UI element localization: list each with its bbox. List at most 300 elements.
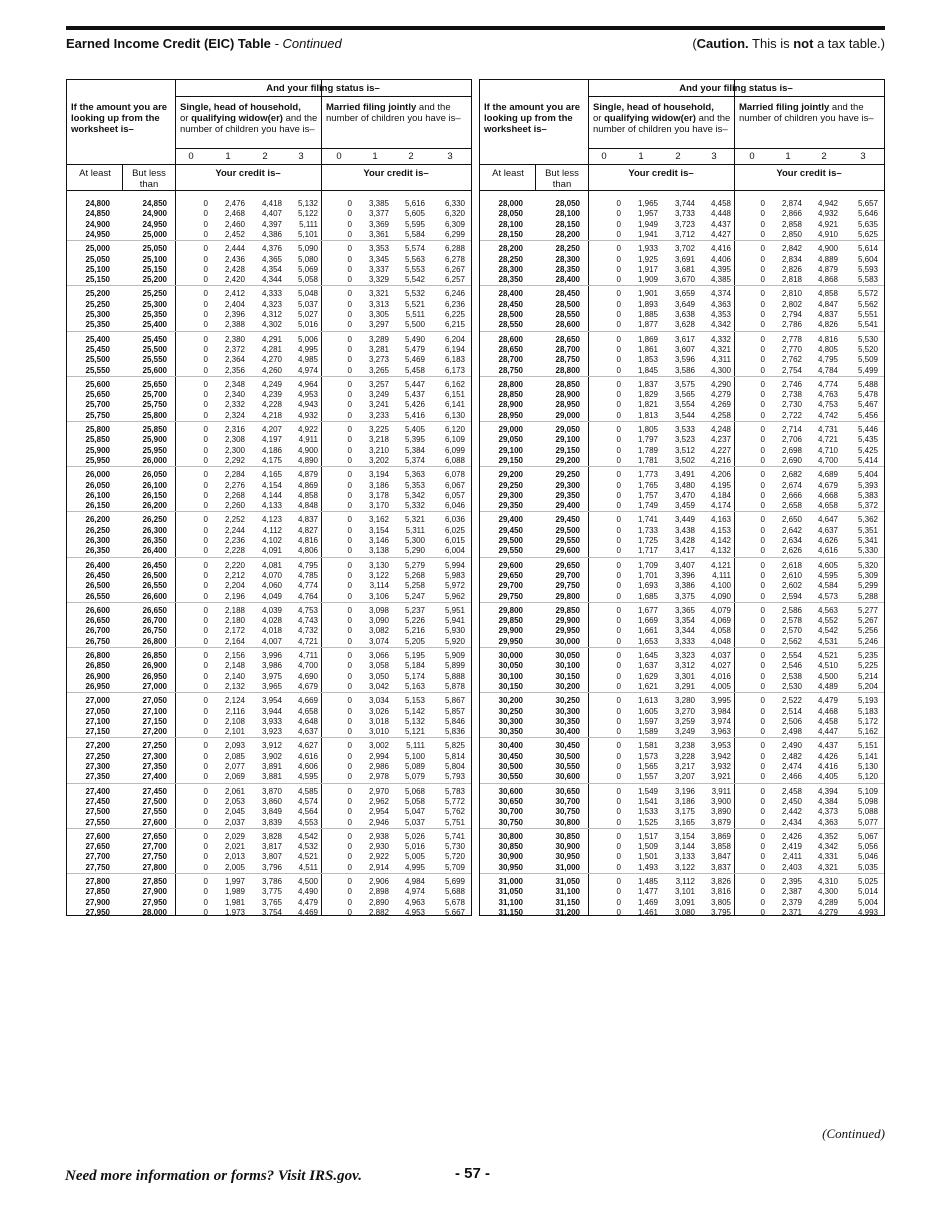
income-range-value: 30,200 xyxy=(498,696,523,706)
credit-amount: 4,910 xyxy=(817,229,838,239)
credit-amount: 5,184 xyxy=(404,661,425,671)
credit-amount: 0 xyxy=(347,741,352,751)
income-range-value: 26,300 xyxy=(85,536,110,545)
credit-amount: 2,379 xyxy=(781,897,802,907)
credit-amount: 5,574 xyxy=(404,244,425,254)
credit-amount: 4,942 xyxy=(817,199,838,208)
credit-amount: 5,048 xyxy=(297,289,318,299)
credit-amount: 2,770 xyxy=(781,344,802,354)
income-range-value: 27,100 xyxy=(142,706,167,716)
credit-amount: 4,186 xyxy=(261,445,282,455)
credit-amount: 5,783 xyxy=(444,786,465,796)
credit-amount: 2,994 xyxy=(368,751,389,761)
credit-amount: 0 xyxy=(347,455,352,465)
income-range-value: 31,000 xyxy=(498,877,523,886)
credit-amount: 4,669 xyxy=(297,696,318,706)
credit-amount: 3,010 xyxy=(368,727,389,737)
row-group-divider xyxy=(480,692,884,693)
credit-amount: 5,951 xyxy=(444,605,465,615)
credit-amount: 0 xyxy=(203,817,208,827)
credit-amount: 4,711 xyxy=(298,651,318,660)
credit-amount: 0 xyxy=(760,807,765,817)
credit-amount: 4,163 xyxy=(710,515,731,525)
credit-amount: 0 xyxy=(760,546,765,556)
credit-amount: 2,395 xyxy=(781,877,802,886)
credit-amount: 5,857 xyxy=(444,706,465,716)
credit-amount: 6,204 xyxy=(444,334,465,344)
credit-amount: 4,500 xyxy=(297,877,318,886)
single-heading xyxy=(593,102,733,135)
credit-amount: 5,405 xyxy=(404,425,425,434)
income-range-value: 29,650 xyxy=(555,560,580,570)
income-range-value: 29,450 xyxy=(555,515,580,525)
credit-amount: 5,162 xyxy=(857,727,878,737)
credit-amount: 5,899 xyxy=(444,661,465,671)
your-credit-heading: Your credit is– xyxy=(628,168,694,179)
credit-amount: 3,428 xyxy=(674,536,695,545)
credit-amount: 3,361 xyxy=(368,229,389,239)
credit-amount: 1,973 xyxy=(224,907,245,917)
credit-amount: 2,450 xyxy=(781,796,802,806)
credit-amount: 5,027 xyxy=(297,310,318,319)
credit-amount: 3,034 xyxy=(368,696,389,706)
credit-amount: 5,846 xyxy=(444,716,465,726)
credit-amount: 1,605 xyxy=(637,706,658,716)
credit-amount: 3,438 xyxy=(674,525,695,535)
credit-amount: 0 xyxy=(616,560,621,570)
credit-amount: 1,757 xyxy=(637,490,658,500)
credit-amount: 1,541 xyxy=(637,796,658,806)
credit-amount: 3,165 xyxy=(674,817,695,827)
credit-amount: 5,214 xyxy=(857,671,878,681)
credit-amount: 4,700 xyxy=(297,661,318,671)
credit-amount: 1,733 xyxy=(637,525,658,535)
income-range-value: 28,850 xyxy=(498,390,523,400)
credit-amount: 5,730 xyxy=(444,842,465,852)
credit-amount: 2,490 xyxy=(781,741,802,751)
credit-amount: 4,207 xyxy=(261,425,282,434)
credit-amount: 4,521 xyxy=(297,852,318,862)
credit-amount: 5,414 xyxy=(857,455,878,465)
credit-amount: 0 xyxy=(760,605,765,615)
credit-amount: 3,890 xyxy=(710,807,731,817)
credit-amount: 2,762 xyxy=(781,355,802,365)
credit-amount: 6,046 xyxy=(444,501,465,511)
credit-amount: 0 xyxy=(347,501,352,511)
credit-amount: 3,312 xyxy=(674,661,695,671)
credit-amount: 3,953 xyxy=(710,741,731,751)
credit-amount: 4,648 xyxy=(297,716,318,726)
credit-amount: 5,583 xyxy=(857,275,878,285)
credit-amount: 0 xyxy=(347,435,352,445)
credit-amount: 4,407 xyxy=(261,209,282,219)
income-range-value: 25,650 xyxy=(85,390,110,400)
credit-amount: 5,604 xyxy=(857,254,878,264)
income-range-value: 30,400 xyxy=(498,741,523,751)
income-range-value: 30,950 xyxy=(498,862,523,872)
credit-amount: 0 xyxy=(203,455,208,465)
credit-amount: 0 xyxy=(616,229,621,239)
credit-amount: 5,605 xyxy=(404,209,425,219)
credit-amount: 0 xyxy=(203,581,208,591)
credit-amount: 1,725 xyxy=(637,536,658,545)
credit-amount: 3,144 xyxy=(674,842,695,852)
credit-amount: 0 xyxy=(203,445,208,455)
credit-amount: 5,678 xyxy=(444,897,465,907)
credit-amount: 0 xyxy=(203,209,208,219)
credit-amount: 5,500 xyxy=(404,320,425,330)
credit-amount: 4,922 xyxy=(297,425,318,434)
income-range-value: 29,250 xyxy=(498,480,523,490)
credit-amount: 3,154 xyxy=(674,831,695,841)
credit-amount: 0 xyxy=(203,244,208,254)
credit-amount: 2,252 xyxy=(224,515,245,525)
income-range-value: 25,250 xyxy=(85,299,110,309)
credit-amount: 6,320 xyxy=(444,209,465,219)
credit-amount: 0 xyxy=(203,616,208,626)
credit-amount: 0 xyxy=(347,229,352,239)
credit-amount: 2,005 xyxy=(224,862,245,872)
credit-amount: 2,460 xyxy=(224,219,245,229)
credit-amount: 3,986 xyxy=(261,661,282,671)
credit-amount: 4,574 xyxy=(297,796,318,806)
credit-amount: 5,814 xyxy=(444,751,465,761)
income-range-value: 26,500 xyxy=(85,581,110,591)
income-range-value: 26,750 xyxy=(85,636,110,646)
caution-note: (Caution. This is not a tax table.) xyxy=(692,36,885,51)
credit-amount: 2,061 xyxy=(224,786,245,796)
credit-amount: 0 xyxy=(203,264,208,274)
your-credit-heading: Your credit is– xyxy=(363,168,429,179)
credit-amount: 4,900 xyxy=(297,445,318,455)
credit-amount: 0 xyxy=(203,334,208,344)
credit-amount: 3,965 xyxy=(261,681,282,691)
income-range-value: 30,550 xyxy=(555,762,580,771)
credit-amount: 0 xyxy=(760,515,765,525)
credit-amount: 5,004 xyxy=(857,897,878,907)
credit-amount: 1,877 xyxy=(637,320,658,330)
credit-amount: 3,912 xyxy=(261,741,282,751)
income-range-value: 25,900 xyxy=(85,445,110,455)
credit-amount: 5,279 xyxy=(404,560,425,570)
credit-amount: 0 xyxy=(616,716,621,726)
credit-amount: 5,235 xyxy=(857,651,878,660)
credit-amount: 5,005 xyxy=(404,852,425,862)
income-range-value: 27,950 xyxy=(142,897,167,907)
credit-amount: 2,866 xyxy=(781,209,802,219)
credit-amount: 0 xyxy=(616,199,621,208)
credit-amount: 4,606 xyxy=(297,762,318,771)
credit-amount: 4,689 xyxy=(817,470,838,480)
income-range-value: 26,050 xyxy=(142,470,167,480)
income-range-value: 30,000 xyxy=(498,651,523,660)
credit-amount: 4,228 xyxy=(261,400,282,410)
credit-amount: 0 xyxy=(616,887,621,897)
credit-amount: 2,530 xyxy=(781,681,802,691)
credit-amount: 4,647 xyxy=(817,515,838,525)
credit-amount: 0 xyxy=(203,651,208,660)
income-range-value: 28,250 xyxy=(498,254,523,264)
credit-amount: 0 xyxy=(616,751,621,761)
credit-amount: 0 xyxy=(347,410,352,420)
credit-amount: 0 xyxy=(760,390,765,400)
credit-amount: 2,954 xyxy=(368,807,389,817)
income-range-value: 25,850 xyxy=(142,425,167,434)
income-range-value: 31,100 xyxy=(498,897,523,907)
credit-amount: 3,879 xyxy=(710,817,731,827)
credit-amount: 4,384 xyxy=(817,796,838,806)
credit-amount: 2,029 xyxy=(224,831,245,841)
but-less-than-heading: But less than xyxy=(132,168,166,190)
credit-amount: 1,581 xyxy=(637,741,658,751)
credit-amount: 6,120 xyxy=(444,425,465,434)
credit-amount: 4,437 xyxy=(710,219,731,229)
credit-amount: 5,163 xyxy=(404,681,425,691)
credit-amount: 4,732 xyxy=(297,626,318,636)
credit-amount: 2,428 xyxy=(224,264,245,274)
credit-amount: 3,345 xyxy=(368,254,389,264)
credit-amount: 4,668 xyxy=(817,490,838,500)
credit-amount: 4,081 xyxy=(261,560,282,570)
credit-amount: 4,376 xyxy=(261,244,282,254)
credit-amount: 2,610 xyxy=(781,570,802,580)
credit-amount: 4,353 xyxy=(710,310,731,319)
credit-amount: 3,817 xyxy=(261,842,282,852)
credit-amount: 2,220 xyxy=(224,560,245,570)
income-range-value: 28,450 xyxy=(498,299,523,309)
children-count-label: 3 xyxy=(860,151,866,162)
credit-amount: 5,467 xyxy=(857,400,878,410)
credit-amount: 3,058 xyxy=(368,661,389,671)
credit-amount: 3,900 xyxy=(710,796,731,806)
income-range-value: 28,550 xyxy=(555,310,580,319)
income-range-value: 29,400 xyxy=(498,515,523,525)
credit-amount: 6,109 xyxy=(444,435,465,445)
income-range-value: 29,200 xyxy=(555,455,580,465)
income-range-value: 28,650 xyxy=(498,344,523,354)
income-range-value: 26,250 xyxy=(142,515,167,525)
income-range-value: 25,300 xyxy=(85,310,110,319)
credit-amount: 2,746 xyxy=(781,379,802,389)
credit-amount: 0 xyxy=(347,817,352,827)
credit-amount: 4,721 xyxy=(297,636,318,646)
credit-amount: 0 xyxy=(347,289,352,299)
row-group-divider xyxy=(67,466,471,467)
income-range-value: 28,250 xyxy=(555,244,580,254)
credit-amount: 4,564 xyxy=(297,807,318,817)
credit-amount: 0 xyxy=(203,762,208,771)
credit-amount: 0 xyxy=(760,897,765,907)
children-count-label: 1 xyxy=(638,151,644,162)
credit-amount: 0 xyxy=(616,636,621,646)
credit-amount: 0 xyxy=(760,626,765,636)
income-range-value: 24,900 xyxy=(85,219,110,229)
credit-amount: 2,498 xyxy=(781,727,802,737)
income-range-value: 27,300 xyxy=(142,751,167,761)
credit-amount: 3,396 xyxy=(674,570,695,580)
credit-amount: 4,363 xyxy=(710,299,731,309)
credit-amount: 5,374 xyxy=(404,455,425,465)
credit-amount: 1,909 xyxy=(637,275,658,285)
credit-amount: 4,133 xyxy=(261,501,282,511)
credit-amount: 1,501 xyxy=(637,852,658,862)
credit-amount: 4,227 xyxy=(710,445,731,455)
income-range-value: 30,500 xyxy=(498,762,523,771)
credit-amount: 2,906 xyxy=(368,877,389,886)
credit-amount: 3,329 xyxy=(368,275,389,285)
credit-amount: 5,256 xyxy=(857,626,878,636)
credit-amount: 3,241 xyxy=(368,400,389,410)
credit-amount: 6,288 xyxy=(444,244,465,254)
credit-amount: 2,842 xyxy=(781,244,802,254)
credit-amount: 0 xyxy=(203,897,208,907)
credit-amount: 4,385 xyxy=(710,275,731,285)
credit-amount: 0 xyxy=(616,390,621,400)
credit-amount: 4,049 xyxy=(261,591,282,601)
income-range-value: 26,500 xyxy=(142,570,167,580)
credit-amount: 6,078 xyxy=(444,470,465,480)
credit-amount: 3,323 xyxy=(674,651,695,660)
credit-amount: 4,953 xyxy=(404,907,425,917)
income-range-value: 26,850 xyxy=(85,661,110,671)
income-range-value: 27,450 xyxy=(142,786,167,796)
credit-amount: 5,595 xyxy=(404,219,425,229)
credit-amount: 4,637 xyxy=(297,727,318,737)
credit-amount: 3,596 xyxy=(674,355,695,365)
credit-amount: 3,933 xyxy=(261,716,282,726)
income-range-value: 30,500 xyxy=(555,751,580,761)
single-heading-rest: and the number of children you have is– xyxy=(180,113,318,135)
credit-amount: 0 xyxy=(616,289,621,299)
credit-amount: 3,963 xyxy=(710,727,731,737)
credit-amount: 5,353 xyxy=(404,480,425,490)
income-range-value: 28,350 xyxy=(498,275,523,285)
credit-amount: 4,795 xyxy=(817,355,838,365)
credit-amount: 5,122 xyxy=(297,209,318,219)
credit-amount: 3,995 xyxy=(710,696,731,706)
credit-amount: 5,667 xyxy=(444,907,465,917)
credit-amount: 0 xyxy=(203,229,208,239)
credit-amount: 2,730 xyxy=(781,400,802,410)
credit-amount: 4,195 xyxy=(710,480,731,490)
credit-amount: 5,037 xyxy=(297,299,318,309)
credit-amount: 0 xyxy=(347,661,352,671)
credit-amount: 4,690 xyxy=(297,671,318,681)
income-range-value: 29,700 xyxy=(498,581,523,591)
row-group-divider xyxy=(480,331,884,332)
credit-amount: 1,589 xyxy=(637,727,658,737)
credit-amount: 0 xyxy=(616,480,621,490)
income-range-value: 24,950 xyxy=(85,229,110,239)
credit-amount: 3,375 xyxy=(674,591,695,601)
credit-amount: 5,300 xyxy=(404,536,425,545)
credit-amount: 1,765 xyxy=(637,480,658,490)
credit-amount: 0 xyxy=(760,320,765,330)
income-range-value: 25,900 xyxy=(142,435,167,445)
credit-amount: 0 xyxy=(203,525,208,535)
credit-amount: 4,060 xyxy=(261,581,282,591)
income-range-value: 26,650 xyxy=(85,616,110,626)
credit-amount: 0 xyxy=(203,636,208,646)
credit-amount: 0 xyxy=(760,445,765,455)
credit-amount: 4,974 xyxy=(297,365,318,375)
credit-amount: 5,101 xyxy=(297,229,318,239)
credit-amount: 0 xyxy=(347,762,352,771)
credit-amount: 4,879 xyxy=(297,470,318,480)
credit-amount: 0 xyxy=(347,515,352,525)
credit-amount: 0 xyxy=(616,379,621,389)
credit-amount: 0 xyxy=(203,681,208,691)
income-range-value: 29,350 xyxy=(555,490,580,500)
credit-amount: 5,541 xyxy=(857,320,878,330)
income-range-value: 30,450 xyxy=(498,751,523,761)
credit-amount: 2,403 xyxy=(781,862,802,872)
credit-amount: 2,986 xyxy=(368,762,389,771)
header-divider xyxy=(588,148,884,149)
credit-amount: 2,970 xyxy=(368,786,389,796)
credit-amount: 1,677 xyxy=(637,605,658,615)
credit-amount: 1,653 xyxy=(637,636,658,646)
credit-amount: 5,509 xyxy=(857,355,878,365)
credit-amount: 2,172 xyxy=(224,626,245,636)
credit-amount: 2,300 xyxy=(224,445,245,455)
income-range-value: 29,550 xyxy=(555,536,580,545)
credit-amount: 4,795 xyxy=(297,560,318,570)
credit-amount: 6,141 xyxy=(444,400,465,410)
credit-amount: 5,572 xyxy=(857,289,878,299)
credit-amount: 0 xyxy=(347,536,352,545)
credit-amount: 4,058 xyxy=(710,626,731,636)
income-range-value: 30,800 xyxy=(498,831,523,841)
income-range-value: 26,700 xyxy=(142,616,167,626)
credit-amount: 2,228 xyxy=(224,546,245,556)
credit-amount: 5,321 xyxy=(404,515,425,525)
credit-amount: 1,893 xyxy=(637,299,658,309)
credit-amount: 0 xyxy=(203,320,208,330)
credit-amount: 5,488 xyxy=(857,379,878,389)
credit-amount: 4,837 xyxy=(297,515,318,525)
credit-amount: 4,416 xyxy=(710,244,731,254)
income-range-value: 30,150 xyxy=(498,681,523,691)
credit-amount: 2,738 xyxy=(781,390,802,400)
credit-amount: 3,847 xyxy=(710,852,731,862)
credit-amount: 4,175 xyxy=(261,455,282,465)
credit-amount: 0 xyxy=(760,706,765,716)
income-range-value: 29,700 xyxy=(555,570,580,580)
credit-amount: 0 xyxy=(760,831,765,841)
credit-amount: 5,226 xyxy=(404,616,425,626)
mfj-heading-rest: and the number of children you have is– xyxy=(326,102,461,124)
credit-amount: 0 xyxy=(347,480,352,490)
credit-amount: 5,447 xyxy=(404,379,425,389)
credit-amount: 3,670 xyxy=(674,275,695,285)
credit-amount: 0 xyxy=(616,852,621,862)
credit-amount: 5,058 xyxy=(404,796,425,806)
income-range-value: 27,900 xyxy=(85,897,110,907)
row-group-divider xyxy=(67,692,471,693)
children-count-label: 2 xyxy=(262,151,268,162)
credit-amount: 2,850 xyxy=(781,229,802,239)
credit-amount: 5,080 xyxy=(297,254,318,264)
credit-amount: 3,289 xyxy=(368,334,389,344)
credit-amount: 1,861 xyxy=(637,344,658,354)
credit-amount: 4,269 xyxy=(710,400,731,410)
income-range-value: 29,050 xyxy=(555,425,580,434)
credit-amount: 5,646 xyxy=(857,209,878,219)
credit-amount: 3,775 xyxy=(261,887,282,897)
credit-amount: 5,277 xyxy=(857,605,878,615)
children-count-label: 3 xyxy=(447,151,453,162)
